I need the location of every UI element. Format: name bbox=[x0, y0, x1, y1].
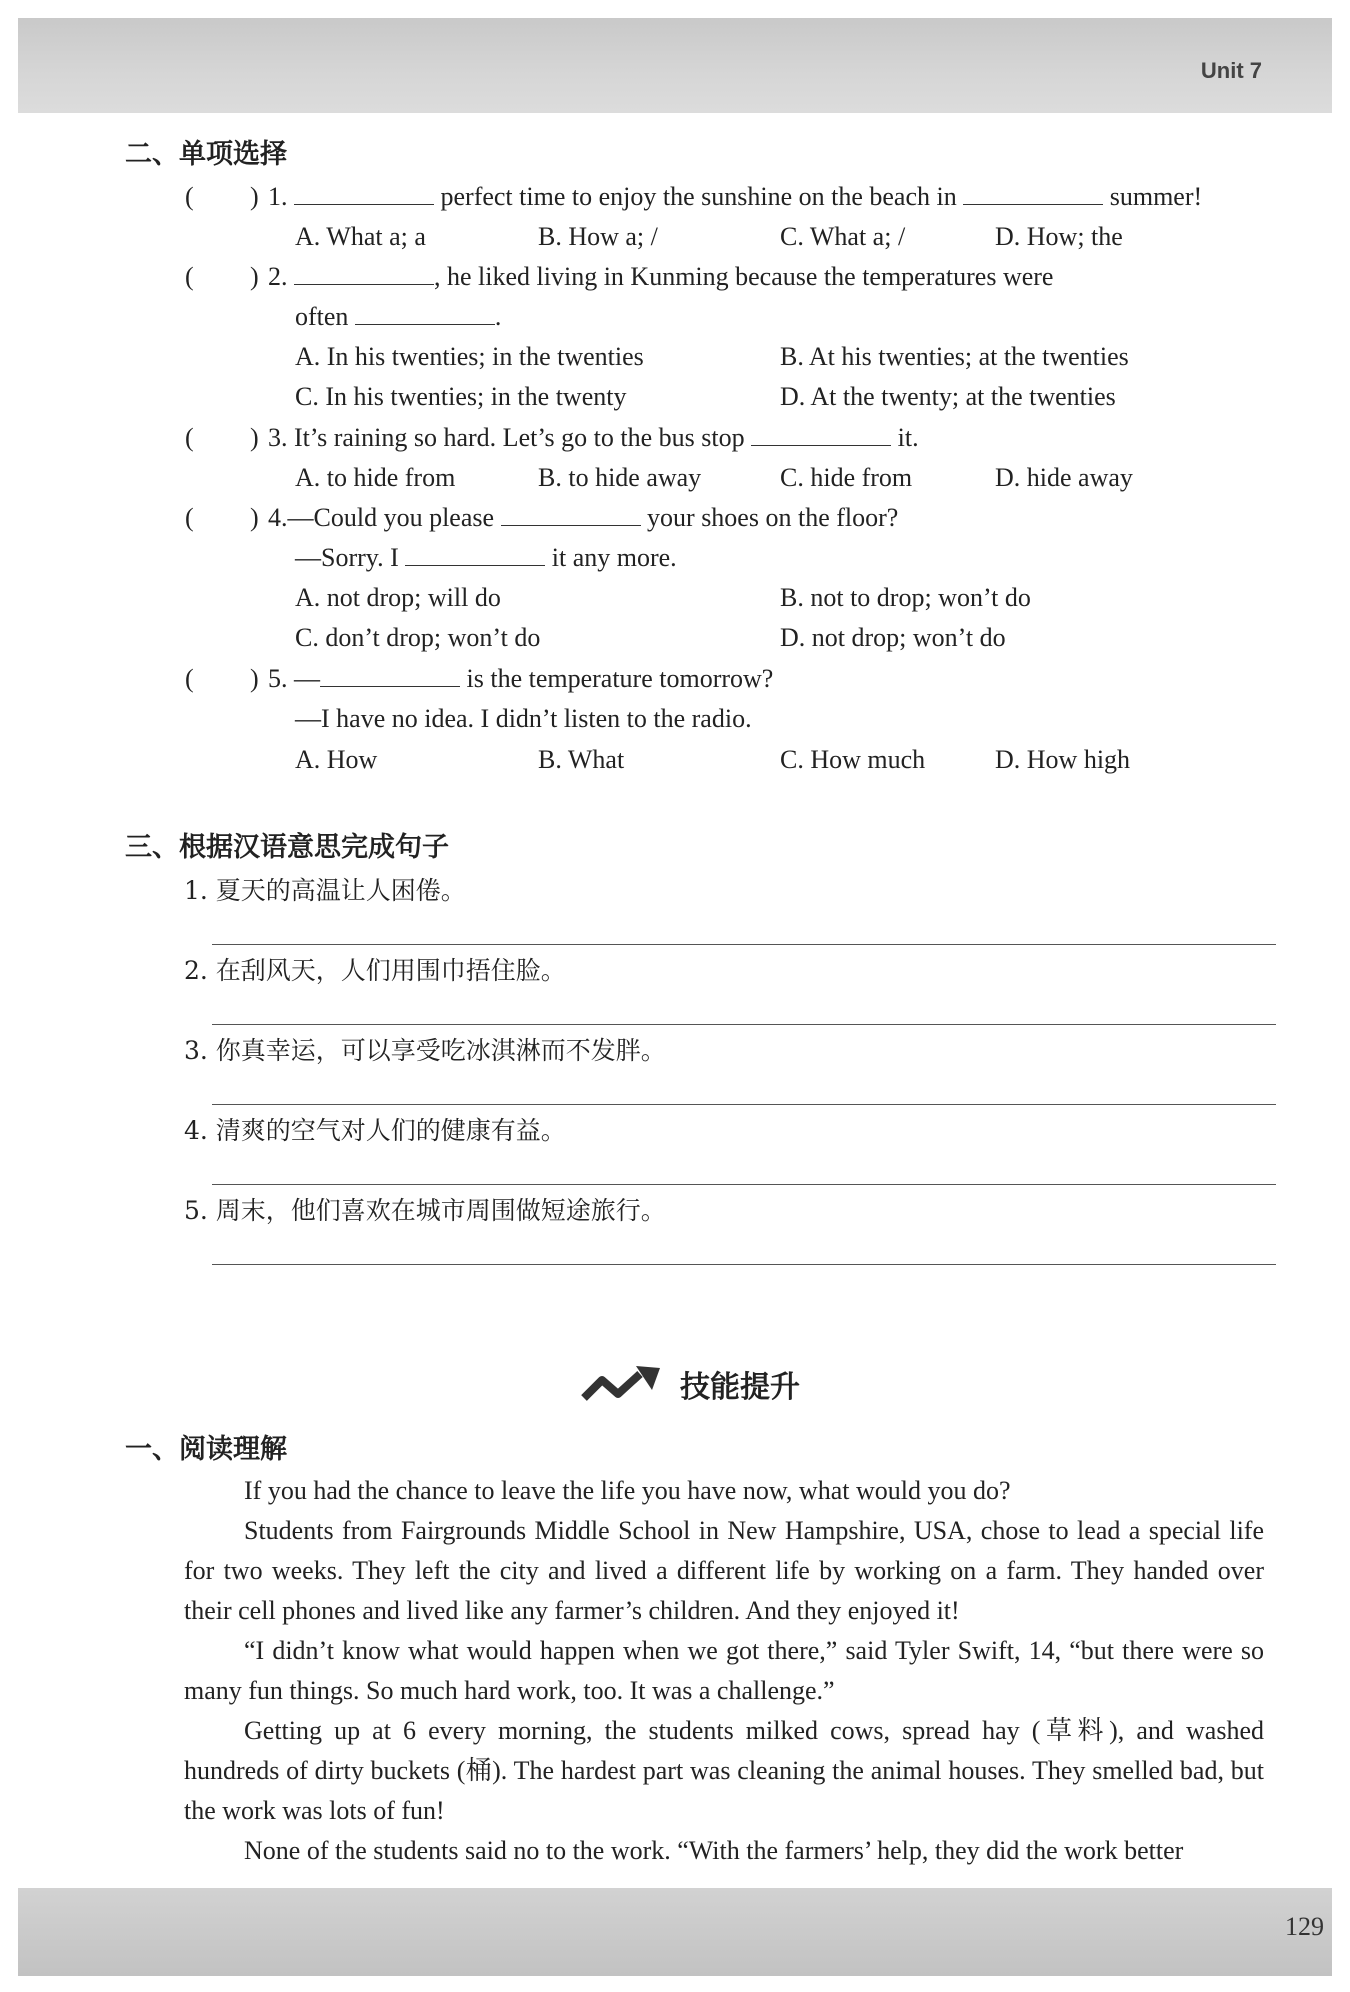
answer-paren-close: ) bbox=[250, 664, 259, 693]
answer-blank bbox=[405, 543, 545, 566]
answer-paren-open: ( bbox=[185, 664, 194, 693]
q5-text-b: is the temperature tomorrow? bbox=[466, 664, 774, 693]
q3-option-a: A. to hide from bbox=[295, 463, 456, 492]
paragraph-text: Getting up at 6 every morning, the students milked cows, spread hay (草料), and washed hundreds of dirty buckets (桶). The hardest part was cleaning the animal houses. They smelled bad, but the work was lots of fun! bbox=[184, 1716, 1264, 1825]
question-5 bbox=[268, 664, 773, 694]
answer-blank bbox=[320, 664, 460, 687]
q1-option-b: B. How a; / bbox=[538, 222, 658, 251]
question-3 bbox=[268, 423, 919, 453]
unit-label: Unit 7 bbox=[1200, 58, 1262, 83]
section-3-title: 三、根据汉语意思完成句子 bbox=[125, 832, 449, 863]
q3-text-a: It’s raining so hard. Let’s go to the bus stop bbox=[294, 423, 745, 452]
answer-paren-open: ( bbox=[185, 262, 194, 291]
answer-blank bbox=[355, 302, 495, 325]
section-2-title: 二、单项选择 bbox=[125, 139, 287, 170]
q5-option-c: C. How much bbox=[780, 745, 926, 774]
q4-text-b: your shoes on the floor? bbox=[647, 503, 899, 532]
q4-option-a: A. not drop; will do bbox=[295, 583, 501, 612]
translation-item-5: 5. 周末，他们喜欢在城市周围做短途旅行。 bbox=[184, 1196, 666, 1225]
q3-option-c: C. hide from bbox=[780, 463, 913, 492]
page-number: 129 bbox=[1285, 1912, 1324, 1941]
paragraph-text: Students from Fairgrounds Middle School in New Hampshire, USA, chose to lead a special life for two weeks. They left the city and lived a different life by working on a farm. They handed over their cell phones and lived like any farmer’s children. And they enjoyed it! bbox=[184, 1516, 1264, 1625]
trend-arrow-icon bbox=[580, 1364, 666, 1404]
skill-heading-text: 技能提升 bbox=[680, 1370, 800, 1405]
q3-number: 3. bbox=[268, 423, 288, 452]
q5-text-a: — bbox=[294, 664, 320, 693]
q2-option-a: A. In his twenties; in the twenties bbox=[295, 342, 644, 371]
question-2-cont bbox=[295, 302, 501, 332]
q4-option-b: B. not to drop; won’t do bbox=[780, 583, 1031, 612]
paragraph-text: “I didn’t know what would happen when we got there,” said Tyler Swift, 14, “but there were so many fun things. So much hard work, too. It was a challenge.” bbox=[184, 1636, 1264, 1705]
writing-line[interactable] bbox=[212, 1264, 1276, 1265]
q2-text-b: often bbox=[295, 302, 349, 331]
answer-paren-close: ) bbox=[250, 503, 259, 532]
q3-text-b: it. bbox=[897, 423, 919, 452]
q1-text-b: summer! bbox=[1109, 182, 1203, 211]
answer-blank bbox=[501, 503, 641, 526]
q5-text-c: —I have no idea. I didn’t listen to the radio. bbox=[295, 704, 752, 733]
q2-option-d: D. At the twenty; at the twenties bbox=[780, 382, 1116, 411]
answer-blank bbox=[751, 423, 891, 446]
q2-text-c: . bbox=[494, 302, 502, 331]
q4-text-c: —Sorry. I bbox=[295, 543, 399, 572]
q4-text-d: it any more. bbox=[551, 543, 677, 572]
q4-number: 4. bbox=[268, 503, 288, 532]
q2-option-c: C. In his twenties; in the twenty bbox=[295, 382, 627, 411]
q5-option-b: B. What bbox=[538, 745, 625, 774]
answer-paren-close: ) bbox=[250, 262, 259, 291]
reading-paragraph bbox=[184, 1631, 1264, 1711]
reading-section-title: 一、阅读理解 bbox=[125, 1434, 287, 1465]
top-band bbox=[18, 18, 1332, 113]
translation-item-2: 2. 在刮风天，人们用围巾捂住脸。 bbox=[184, 956, 566, 985]
question-4 bbox=[268, 503, 898, 533]
q1-option-c: C. What a; / bbox=[780, 222, 906, 251]
q4-option-c: C. don’t drop; won’t do bbox=[295, 623, 541, 652]
q2-option-b: B. At his twenties; at the twenties bbox=[780, 342, 1129, 371]
q2-number: 2. bbox=[268, 262, 288, 291]
answer-paren-close: ) bbox=[250, 182, 259, 211]
q5-option-d: D. How high bbox=[995, 745, 1131, 774]
q3-option-d: D. hide away bbox=[995, 463, 1133, 492]
question-1 bbox=[268, 182, 1202, 212]
q1-option-d: D. How; the bbox=[995, 222, 1123, 251]
skill-heading bbox=[580, 1362, 800, 1406]
answer-blank bbox=[294, 182, 434, 205]
question-2 bbox=[268, 262, 1053, 292]
writing-line[interactable] bbox=[212, 1184, 1276, 1185]
paragraph-text: If you had the chance to leave the life you have now, what would you do? bbox=[244, 1476, 1011, 1505]
q1-option-a: A. What a; a bbox=[295, 222, 426, 251]
q2-text-a: , he liked living in Kunming because the temperatures were bbox=[434, 262, 1054, 291]
reading-paragraph bbox=[184, 1511, 1264, 1631]
reading-paragraph bbox=[184, 1471, 1264, 1511]
q5-number: 5. bbox=[268, 664, 288, 693]
answer-paren-open: ( bbox=[185, 423, 194, 452]
translation-item-4: 4. 清爽的空气对人们的健康有益。 bbox=[184, 1116, 566, 1145]
q3-option-b: B. to hide away bbox=[538, 463, 702, 492]
answer-blank bbox=[294, 262, 434, 285]
q1-number: 1. bbox=[268, 182, 288, 211]
reading-paragraph bbox=[184, 1831, 1264, 1871]
paragraph-text: None of the students said no to the work. “With the farmers’ help, they did the work better bbox=[244, 1836, 1184, 1865]
answer-paren-open: ( bbox=[185, 503, 194, 532]
writing-line[interactable] bbox=[212, 1024, 1276, 1025]
answer-paren-open: ( bbox=[185, 182, 194, 211]
q4-option-d: D. not drop; won’t do bbox=[780, 623, 1006, 652]
bottom-band bbox=[18, 1888, 1332, 1976]
translation-item-3: 3. 你真幸运，可以享受吃冰淇淋而不发胖。 bbox=[184, 1036, 666, 1065]
answer-blank bbox=[963, 182, 1103, 205]
writing-line[interactable] bbox=[212, 944, 1276, 945]
writing-line[interactable] bbox=[212, 1104, 1276, 1105]
question-4-cont bbox=[295, 543, 677, 573]
q5-option-a: A. How bbox=[295, 745, 378, 774]
translation-item-1: 1. 夏天的高温让人困倦。 bbox=[184, 876, 466, 905]
q4-text-a: —Could you please bbox=[287, 503, 495, 532]
q1-text-a: perfect time to enjoy the sunshine on the beach in bbox=[440, 182, 957, 211]
answer-paren-close: ) bbox=[250, 423, 259, 452]
reading-paragraph bbox=[184, 1711, 1264, 1831]
